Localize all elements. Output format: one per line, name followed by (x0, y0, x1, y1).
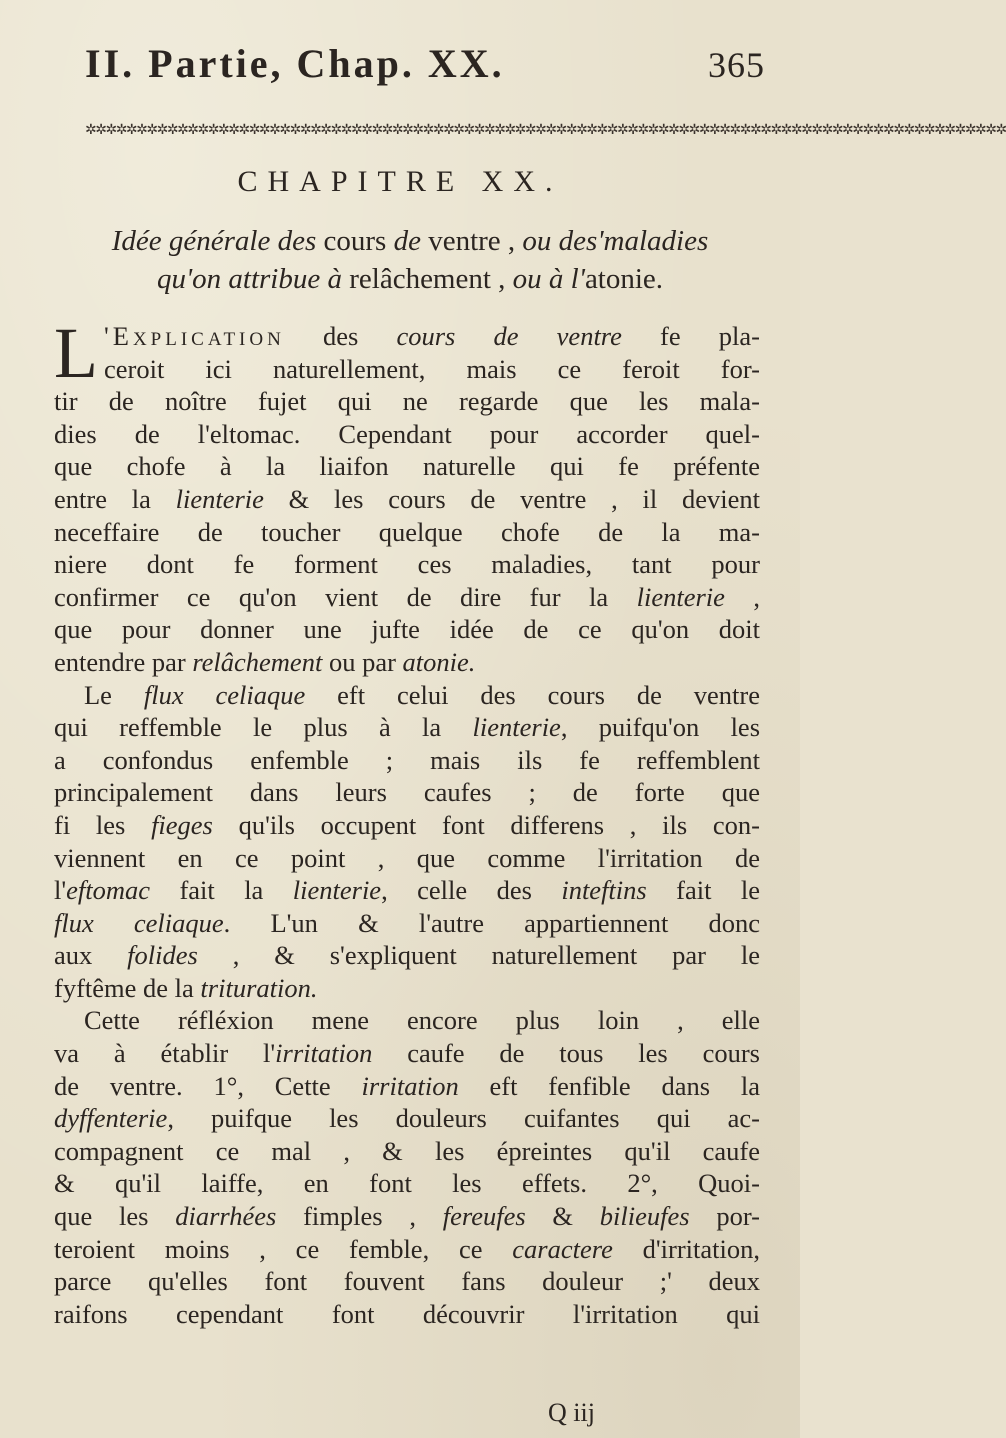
chapter-heading: CHAPITRE XX. (237, 165, 563, 198)
text-line: que chofe à la liaifon naturelle qui fe préfente (54, 451, 760, 482)
text-line: ceroit ici naturellement, mais ce feroit for- (103, 353, 760, 384)
text-line: de ventre. 1°, Cette irritation eft fenfible dans la (54, 1070, 760, 1101)
text-line: dyffenterie, puifque les douleurs cuifantes qui ac- (54, 1103, 760, 1134)
chapter-title-line-2: qu'on attribue à relâchement , ou à l'atonie. (156, 263, 664, 295)
text-line: compagnent ce mal , & les épreintes qu'il caufe (54, 1135, 760, 1166)
text-line: L 'Explication des cours de ventre fe pla- (54, 313, 760, 393)
text-line: qui reffemble le plus à la lienterie, puifqu'on les (54, 712, 761, 743)
text-line: & qu'il laiffe, en font les effets. 2°, Quoi- (54, 1168, 760, 1199)
text-line: raifons cependant font découvrir l'irritation qui (54, 1298, 760, 1329)
text-line: teroient moins , ce femble, ce caractere d'irritation, (54, 1233, 760, 1264)
text-line: fyftême de la trituration. (54, 972, 318, 1003)
page-number: 365 (708, 45, 765, 85)
body-text (54, 313, 761, 1330)
paragraph-3 (54, 1004, 760, 1330)
paragraph-2 (54, 679, 760, 1005)
text-line: que les diarrhées fimples , fereufes & bilieufes por- (54, 1201, 760, 1232)
ornament-rule: ✲✲✲✲✲✲✲✲✲✲✲✲✲✲✲✲✲✲✲✲✲✲✲✲✲✲✲✲✲✲✲✲✲✲✲✲✲✲✲✲✲✲✲✲✲✲✲✲✲✲✲✲✲✲✲✲✲✲✲✲✲✲✲✲✲✲✲✲✲✲✲✲✲✲✲✲✲✲✲✲✲✲✲✲✲✲✲✲✲✲ (85, 122, 1006, 138)
chapter-title (70, 222, 750, 298)
text-line: fi les fieges qu'ils occupent font differens , ils con- (54, 809, 760, 840)
text-line: niere dont fe forment ces maladies, tant pour (54, 549, 760, 580)
text-line: dies de l'eltomac. Cependant pour accorder quel- (54, 418, 760, 449)
running-head (85, 40, 765, 100)
text-line: l'eftomac fait la lienterie, celle des inteftins fait le (54, 875, 761, 906)
paragraph-1 (54, 313, 760, 679)
text-line: parce qu'elles font fouvent fans douleur ;' deux (54, 1266, 760, 1297)
chapter-title-line-1: Idée générale des cours de ventre , ou des'maladies (111, 225, 709, 257)
drop-cap: L (54, 313, 98, 393)
text-line: va à établir l'irritation caufe de tous les cours (54, 1038, 760, 1069)
text-line: tir de noître fujet qui ne regarde que les mala- (54, 386, 760, 417)
running-head-title: II. Partie, Chap. XX. (85, 41, 505, 86)
text-line: que pour donner une jufte idée de ce qu'on doit (54, 614, 760, 645)
text-line: aux folides , & s'expliquent naturellement par le (54, 940, 760, 971)
text-line: entendre par relâchement ou par atonie. (54, 646, 476, 677)
text-line: flux celiaque. L'un & l'autre appartiennent donc (54, 907, 760, 938)
text-line: neceffaire de toucher quelque chofe de la ma- (54, 516, 760, 547)
text-line: confirmer ce qu'on vient de dire fur la lienterie , (54, 581, 760, 612)
text-line: viennent en ce point , que comme l'irritation de (54, 842, 760, 873)
text-line: entre la lienterie & les cours de ventre , il devient (54, 483, 760, 514)
text-line: Cette réfléxion mene encore plus loin , elle (84, 1005, 760, 1036)
text-line: Le flux celiaque eft celui des cours de ventre (84, 679, 760, 710)
text-line: a confondus enfemble ; mais ils fe reffemblent (54, 744, 760, 775)
text-line: principalement dans leurs caufes ; de forte que (54, 777, 760, 808)
signature-mark: Q iij (548, 1398, 595, 1427)
